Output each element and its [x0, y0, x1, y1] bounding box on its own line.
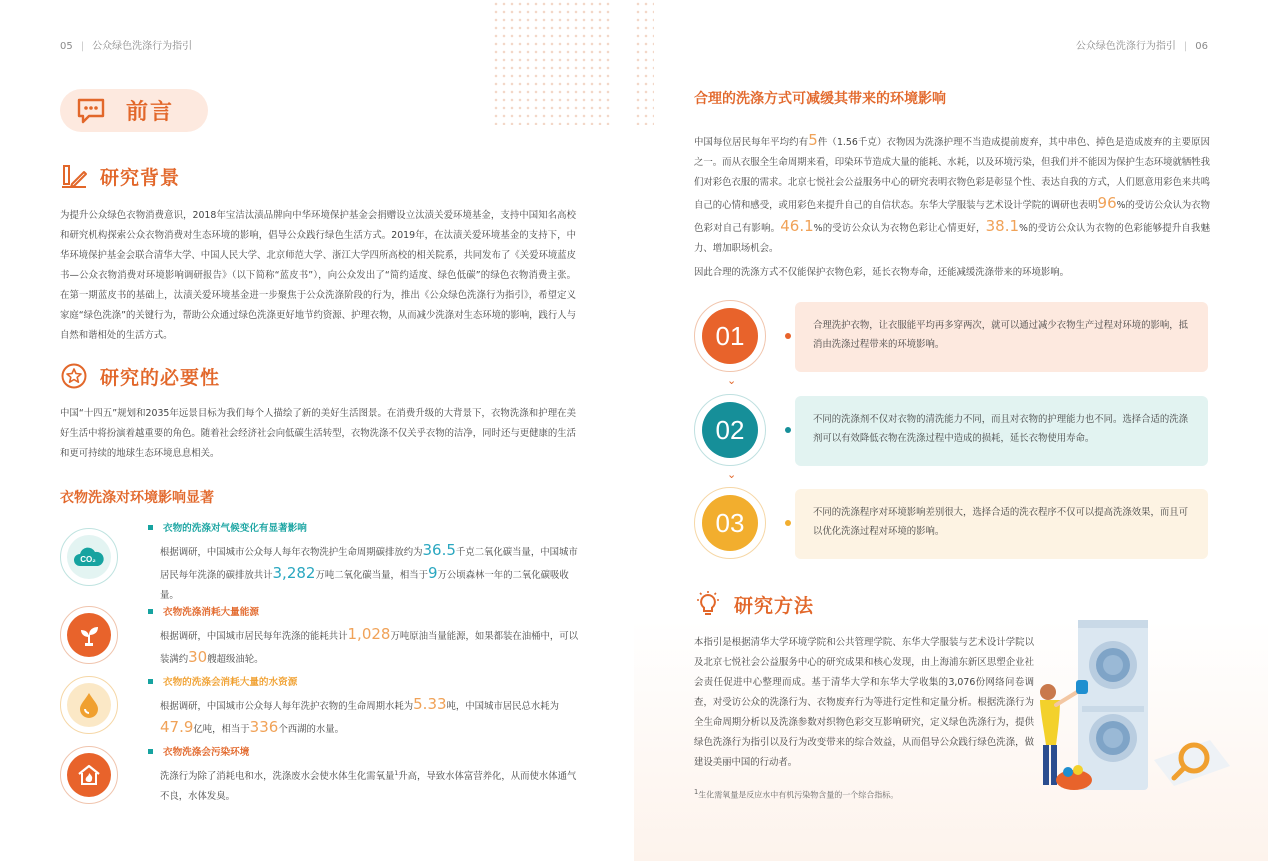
method-heading: [694, 590, 814, 618]
impact-heading: 衣物洗涤会污染环境: [163, 747, 250, 758]
stat-value: 5: [808, 131, 818, 149]
chevron-down-icon: ⌄: [727, 468, 737, 481]
footnote-marker: 1: [694, 788, 699, 796]
impact-icon-ring: [60, 746, 118, 804]
impact-text-block: [148, 604, 578, 670]
background-paragraph: 为提升公众绿色衣物消费意识，2018年宝洁汰渍品牌向中华环境保护基金会捐赠设立汰渍关爱环境基金，支持中国知名高校和研究机构探索公众衣物消费对生态环境的影响，倡导公众践行绿色生活方式。2019年，在汰渍关爱环境基金的支持下，中华环境保护基金会联合清华大学、中国人民大学、北京师范大学、浙江大学四所高校的相关院系，共同发布了《关爱环境蓝皮书—公众衣物消费对环境影响调研报告》（以下简称“蓝皮书”），向公众发出了“简约适度、绿色低碳”的绿色衣物消费主张。在第一期蓝皮书的基础上，汰渍关爱环境基金进一步聚焦于公众洗涤阶段的行为，推出《公众绿色洗涤行为指引》，希望定义家庭“绿色洗涤”的关键行为，帮助公众通过绿色洗涤更好地节约资源、护理衣物，从而减少洗涤对生态环境的影响，践行人与自然和谐相处的生活方式。: [60, 210, 576, 341]
page-number: 06: [1195, 41, 1208, 52]
speech-bubble-icon: [76, 97, 106, 125]
water-drop-icon: [77, 691, 101, 719]
background-heading: [60, 162, 180, 190]
impact-section-title: 衣物洗涤对环境影响显著: [60, 490, 214, 506]
step-number: 02: [702, 402, 758, 458]
house-flame-icon: [76, 762, 102, 788]
footnote: [694, 788, 898, 801]
necessity-paragraph: 中国“十四五”规划和2035年远景目标为我们每个人描绘了新的美好生活图景。在消费升级的大背景下，衣物洗涤和护理在美好生活中将扮演着越重要的角色。随着社会经济社会向低碳生活转型，衣物洗涤不仅关乎衣物的洁净，同时还与更健康的生活和更可持续的地球生态环境息息相关。: [60, 408, 576, 459]
running-header-right: 公众绿色洗涤行为指引 | 06: [1075, 41, 1208, 52]
running-title: 公众绿色洗涤行为指引: [92, 41, 193, 52]
step-number-ring: [694, 300, 766, 372]
impact-body: 根据调研，中国城市公众每人每年洗护衣物的生命周期水耗为5.33吨，中国城市居民总水耗为47.9亿吨，相当于336个西湖的水量。: [160, 695, 560, 736]
right-page: [634, 0, 1268, 861]
connector-dot: [785, 427, 791, 433]
leaf-plug-icon: [76, 622, 102, 648]
impact-heading: 衣物的洗涤会消耗大量的水资源: [163, 677, 298, 688]
step-card: 不同的洗涤剂不仅对衣物的清洗能力不同，而且对衣物的护理能力也不同。选择合适的洗涤剂可以有效降低衣物在洗涤过程中造成的损耗，延长衣物使用寿命。: [795, 396, 1208, 466]
step-card: 不同的洗涤程序对环境影响差别很大，选择合适的洗衣程序不仅可以提高洗涤效果，而且可以优化洗涤过程对环境的影响。: [795, 489, 1208, 559]
decorative-dot-pattern: [634, 0, 654, 125]
impact-heading: 衣物的洗涤对气候变化有显著影响: [163, 523, 307, 534]
method-title: 研究方法: [734, 594, 815, 617]
impact-heading: 衣物洗涤消耗大量能源: [163, 607, 259, 618]
star-badge-icon: [60, 362, 88, 390]
connector-dot: [785, 333, 791, 339]
stat-value: 36.5: [422, 541, 456, 559]
preface-heading: [60, 89, 208, 132]
chevron-down-icon: ⌄: [727, 374, 737, 387]
impact-body: 洗涤行为除了消耗电和水，洗涤废水会使水体生化需氧量$^1$升高，导致水体富营养化，从而使水体通气不良，水体发臭。: [160, 770, 577, 803]
step-item-03: [694, 487, 1210, 561]
step-number-ring: [694, 487, 766, 559]
impact-item-water: [60, 674, 580, 738]
impact-icon-ring: [60, 676, 118, 734]
stat-value: 46.1: [780, 217, 814, 235]
footnote-text: 生化需氧量是反应水中有机污染物含量的一个综合指标。: [698, 790, 899, 800]
decorative-dot-pattern: [492, 0, 612, 125]
stat-value: 30: [188, 648, 208, 666]
stat-value: 336: [249, 718, 279, 736]
step-number: 03: [702, 495, 758, 551]
svg-text:CO₂: CO₂: [80, 555, 96, 564]
color-importance-paragraph: 中国每位居民每年平均约有5件（1.56千克）衣物因为洗涤护理不当造成提前废弃，其中串色、掉色是造成废弃的主要原因之一。而从衣服全生命周期来看，印染环节造成大量的能耗、水耗，以及环境污染，但我们并不能因为保护生态环境就牺牲我们对彩色衣服的需求。北京七悦社会公益服务中心的研究表明衣物色彩是彰显个性、表达自我的方式，人们愿意用彩色来共鸣自己的心情和感受，或用彩色来提升自己的自信状态。东华大学服装与艺术设计学院的调研也表明96%的受访公众认为衣物色彩对自己有影响。46.1%的受访公众认为衣物色彩让心情更好，38.1%的受访公众认为衣物的色彩能够提升自我魅力、增加职场机会。: [694, 131, 1210, 254]
stat-value: 1,028: [347, 625, 391, 643]
preface-title: 前言: [126, 100, 175, 125]
step-number-ring: [694, 394, 766, 466]
light-bulb-icon: [694, 590, 722, 618]
impact-text-block: [148, 674, 578, 740]
impact-body: 根据调研，中国城市公众每人每年衣物洗护生命周期碳排放约为36.5千克二氧化碳当量，中国城市居民每年洗涤的碳排放共计3,282万吨二氧化碳当量，相当于9万公顷森林一年的二氧化碳吸收量。: [160, 541, 578, 601]
running-header-left: 05 | 公众绿色洗涤行为指引: [60, 41, 193, 52]
impact-icon-ring: [60, 606, 118, 664]
step-item-02: [694, 394, 1210, 468]
co2-cloud-icon: [72, 544, 106, 570]
stat-value: 9: [427, 564, 438, 582]
background-title: 研究背景: [100, 166, 181, 189]
impact-icon-ring: [60, 528, 118, 586]
step-number: 01: [702, 308, 758, 364]
necessity-title: 研究的必要性: [100, 366, 221, 389]
impact-text-block: [148, 520, 578, 606]
summary-paragraph: 因此合理的洗涤方式不仅能保护衣物色彩，延长衣物寿命，还能减缓洗涤带来的环境影响。: [694, 267, 1070, 278]
footnote-marker: 1: [394, 770, 399, 777]
impact-text-block: [148, 744, 578, 807]
section-title: 合理的洗涤方式可减缓其带来的环境影响: [694, 91, 946, 107]
impact-item-pollution: [60, 744, 580, 808]
method-paragraph: 本指引是根据清华大学环境学院和公共管理学院、东华大学服装与艺术设计学院以及北京七悦社会公益服务中心的研究成果和核心发现，由上海浦东新区思塑企业社会责任促进中心整理而成。基于清华大学和东华大学收集的3,076份网络问卷调查，对受访公众的洗涤行为、衣物废弃行为等进行定性和定量分析。根据洗涤行为全生命周期分析以及洗涤参数对织物色彩交互影响研究，定义绿色洗涤行为，提供绿色洗涤行为指引以及行为改变带来的综合效益，从而倡导公众践行绿色洗涤，做建设美丽中国的行动者。: [694, 637, 1034, 768]
laundry-illustration: [1038, 610, 1234, 810]
stat-value: 5.33: [413, 695, 447, 713]
step-card: 合理洗护衣物，让衣服能平均再多穿两次，就可以通过减少衣物生产过程对环境的影响，抵消由洗涤过程带来的环境影响。: [795, 302, 1208, 372]
step-item-01: [694, 300, 1210, 374]
stat-value: 96: [1097, 194, 1117, 212]
pencil-ruler-icon: [60, 162, 88, 190]
running-title: 公众绿色洗涤行为指引: [1075, 41, 1176, 52]
impact-item-climate: [60, 520, 580, 601]
stat-value: 3,282: [272, 564, 316, 582]
stat-value: 38.1: [985, 217, 1020, 235]
stat-value: 47.9: [160, 718, 194, 736]
impact-body: 根据调研，中国城市居民每年洗涤的能耗共计1,028万吨原油当量能源，如果都装在油桶中，可以装满约30艘超级油轮。: [160, 625, 578, 666]
impact-item-energy: [60, 604, 580, 668]
connector-dot: [785, 520, 791, 526]
page-number: 05: [60, 41, 73, 52]
necessity-heading: [60, 362, 220, 390]
